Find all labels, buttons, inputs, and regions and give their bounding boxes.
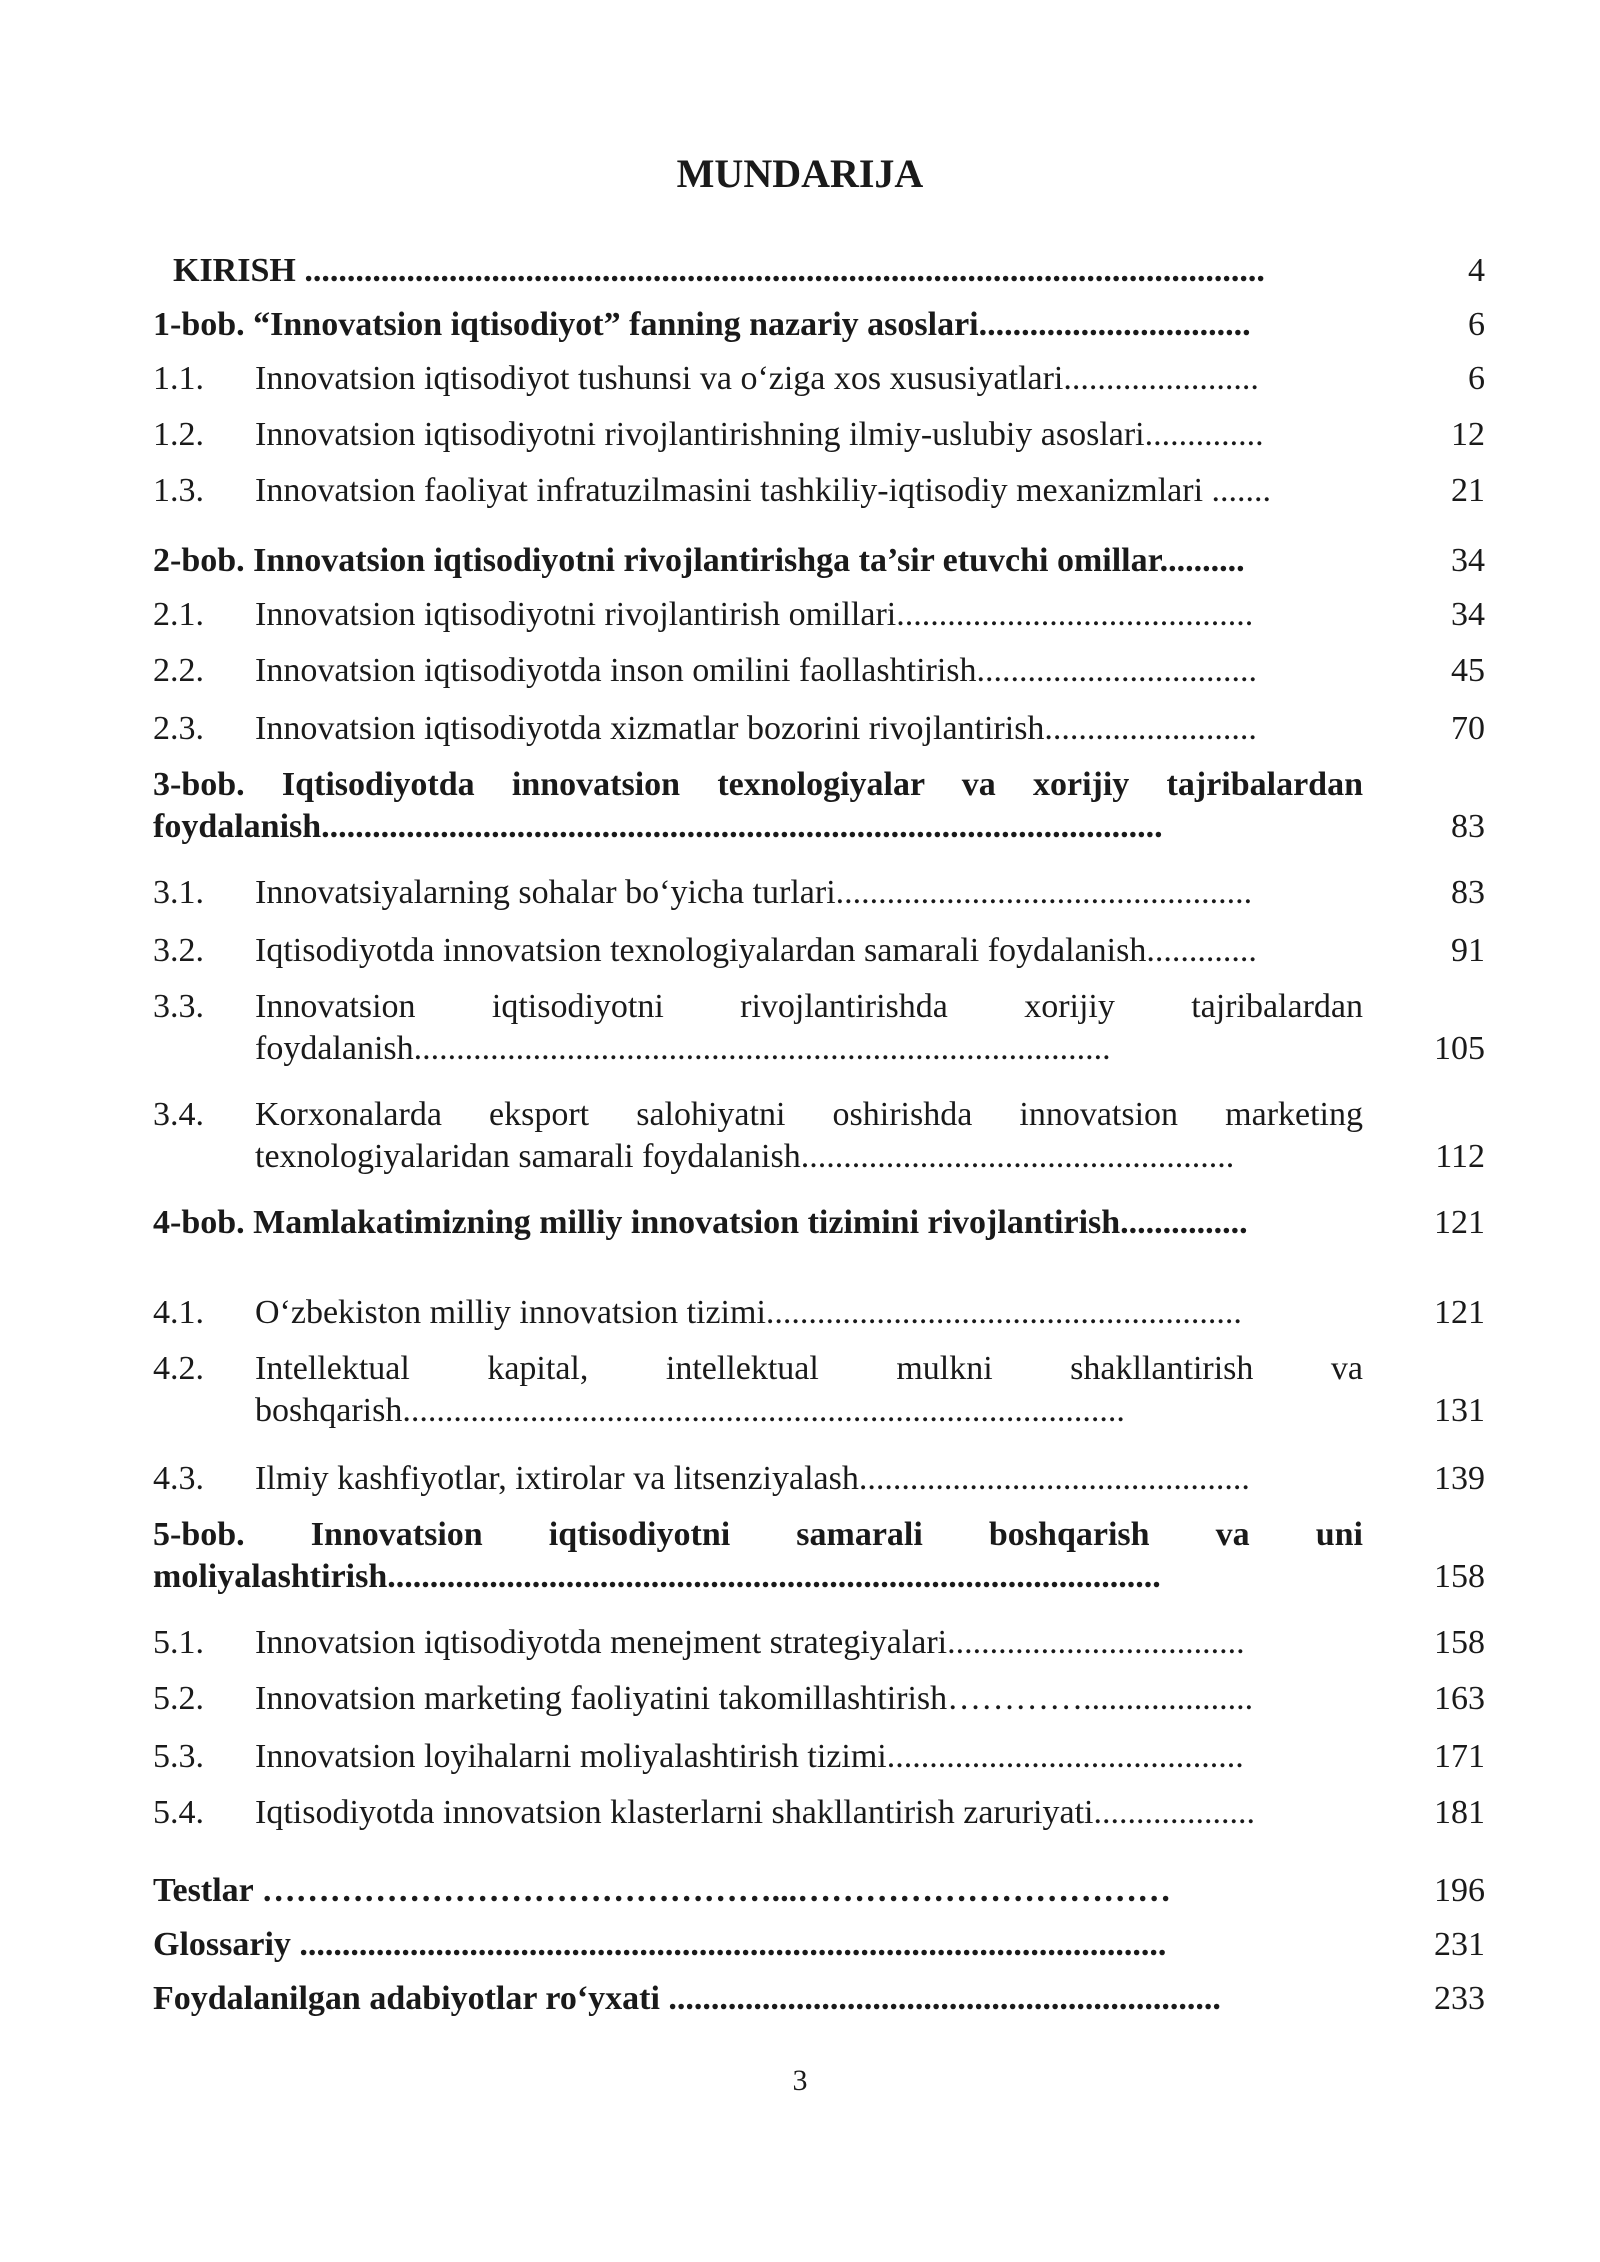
toc-entry-title-line2: boshqarish..................................................................................... — [255, 1392, 1125, 1429]
toc-entry-title: 1-bob. “Innovatsion iqtisodiyot” fanning nazariy asoslari................................ — [153, 306, 1251, 343]
toc-entry-page: 83 — [1451, 874, 1485, 911]
toc-entry-title: Innovatsion iqtisodiyotni rivojlantirishning ilmiy-uslubiy asoslari.............. — [255, 416, 1264, 453]
toc-entry-page: 121 — [1434, 1204, 1485, 1241]
toc-entry-number: 2.3. — [153, 710, 204, 747]
toc-entry-page: 112 — [1435, 1138, 1485, 1175]
toc-entry-number: 5.2. — [153, 1680, 204, 1717]
toc-entry-title: Innovatsion iqtisodiyotni rivojlantirish omillari.......................................... — [255, 596, 1254, 633]
toc-entry-page: 171 — [1434, 1738, 1485, 1775]
toc-entry-number: 3.4. — [153, 1096, 204, 1133]
toc-entry-title: Foydalanilgan adabiyotlar ro‘yxati ................................................................. — [153, 1980, 1221, 2017]
toc-entry-page: 105 — [1434, 1030, 1485, 1067]
toc-entry-page: 34 — [1451, 596, 1485, 633]
page-number: 3 — [792, 2064, 808, 2097]
toc-entry-number: 5.4. — [153, 1794, 204, 1831]
toc-entry-number: 2.2. — [153, 652, 204, 689]
toc-entry-title-line1: Korxonalarda eksport salohiyatni oshirishda innovatsion marketing — [255, 1096, 1363, 1133]
toc-entry-number: 4.3. — [153, 1460, 204, 1497]
toc-entry-title: 2-bob. Innovatsion iqtisodiyotni rivojlantirishga ta’sir etuvchi omillar.......... — [153, 542, 1245, 579]
toc-entry-page: 233 — [1434, 1980, 1485, 2017]
toc-entry-title: Innovatsion faoliyat infratuzilmasini tashkiliy-iqtisodiy mexanizmlari ....... — [255, 472, 1272, 509]
toc-entry-page: 4 — [1468, 252, 1485, 289]
toc-entry-number: 3.1. — [153, 874, 204, 911]
toc-entry-title: Innovatsion iqtisodiyotda menejment strategiyalari................................... — [255, 1624, 1245, 1661]
toc-entry-page: 139 — [1434, 1460, 1485, 1497]
toc-entry-page: 121 — [1434, 1294, 1485, 1331]
toc-entry-title: Innovatsion marketing faoliyatini takomillashtirish………….................... — [255, 1680, 1254, 1717]
toc-entry-title-line1: Innovatsion iqtisodiyotni rivojlantirishda xorijiy tajribalardan — [255, 988, 1363, 1025]
toc-entry-page: 158 — [1434, 1624, 1485, 1661]
toc-entry-page: 12 — [1451, 416, 1485, 453]
toc-entry-number: 1.1. — [153, 360, 204, 397]
toc-entry-title-line1: Intellektual kapital, intellektual mulkni shakllantirish va — [255, 1350, 1363, 1387]
toc-entry-title: Glossariy ...................................................................................................... — [153, 1926, 1167, 1963]
toc-entry-page: 91 — [1451, 932, 1485, 969]
toc-entry-title: Innovatsion iqtisodiyotda xizmatlar bozorini rivojlantirish......................... — [255, 710, 1257, 747]
toc-entry-page: 83 — [1451, 808, 1485, 845]
toc-entry-number: 3.3. — [153, 988, 204, 1025]
toc-entry-title: Ilmiy kashfiyotlar, ixtirolar va litsenziyalash.............................................. — [255, 1460, 1250, 1497]
toc-entry-title-line1: 5-bob. Innovatsion iqtisodiyotni samarali boshqarish va uni — [153, 1516, 1363, 1553]
toc-entry-title-line2: foydalanish.................................................................................. — [255, 1030, 1111, 1067]
toc-entry-page: 6 — [1468, 306, 1485, 343]
toc-entry-number: 1.3. — [153, 472, 204, 509]
toc-entry-page: 181 — [1434, 1794, 1485, 1831]
page-title: MUNDARIJA — [676, 151, 924, 196]
toc-entry-page: 21 — [1451, 472, 1485, 509]
toc-entry-title-line1: 3-bob. Iqtisodiyotda innovatsion texnologiyalar va xorijiy tajribalardan — [153, 766, 1363, 803]
toc-entry-title: Innovatsion iqtisodiyotda inson omilini faollashtirish................................. — [255, 652, 1258, 689]
toc-entry-page: 70 — [1451, 710, 1485, 747]
toc-entry-number: 5.3. — [153, 1738, 204, 1775]
toc-entry-page: 231 — [1434, 1926, 1485, 1963]
toc-entry-title-line2: texnologiyalaridan samarali foydalanish................................................... — [255, 1138, 1235, 1175]
toc-entry-number: 4.2. — [153, 1350, 204, 1387]
toc-entry-number: 3.2. — [153, 932, 204, 969]
toc-entry-title: KIRISH ................................................................................................................. — [173, 252, 1265, 289]
toc-entry-number: 5.1. — [153, 1624, 204, 1661]
toc-entry-title-line2: moliyalashtirish........................................................................................... — [153, 1558, 1161, 1595]
toc-entry-page: 45 — [1451, 652, 1485, 689]
toc-entry-title: O‘zbekiston milliy innovatsion tizimi........................................................ — [255, 1294, 1242, 1331]
toc-entry-page: 158 — [1434, 1558, 1485, 1595]
toc-entry-page: 131 — [1434, 1392, 1485, 1429]
toc-entry-page: 163 — [1434, 1680, 1485, 1717]
toc-entry-number: 1.2. — [153, 416, 204, 453]
toc-entry-number: 2.1. — [153, 596, 204, 633]
toc-entry-title: Innovatsion iqtisodiyot tushunsi va o‘ziga xos xususiyatlari....................... — [255, 360, 1259, 397]
toc-entry-title-line2: foydalanish................................................................................................... — [153, 808, 1163, 845]
toc-entry-title: Iqtisodiyotda innovatsion klasterlarni shakllantirish zaruriyati................... — [255, 1794, 1255, 1831]
toc-entry-page: 34 — [1451, 542, 1485, 579]
toc-entry-page: 196 — [1434, 1872, 1485, 1909]
toc-entry-page: 6 — [1468, 360, 1485, 397]
toc-entry-title: Testlar ………………………………………...…………………………… — [153, 1872, 1172, 1909]
toc-entry-title: Iqtisodiyotda innovatsion texnologiyalardan samarali foydalanish............. — [255, 932, 1257, 969]
toc-entry-title: 4-bob. Mamlakatimizning milliy innovatsion tizimini rivojlantirish............... — [153, 1204, 1248, 1241]
toc-entry-number: 4.1. — [153, 1294, 204, 1331]
toc-entry-title: Innovatsion loyihalarni moliyalashtirish tizimi.......................................... — [255, 1738, 1244, 1775]
toc-entry-title: Innovatsiyalarning sohalar bo‘yicha turlari................................................. — [255, 874, 1253, 911]
